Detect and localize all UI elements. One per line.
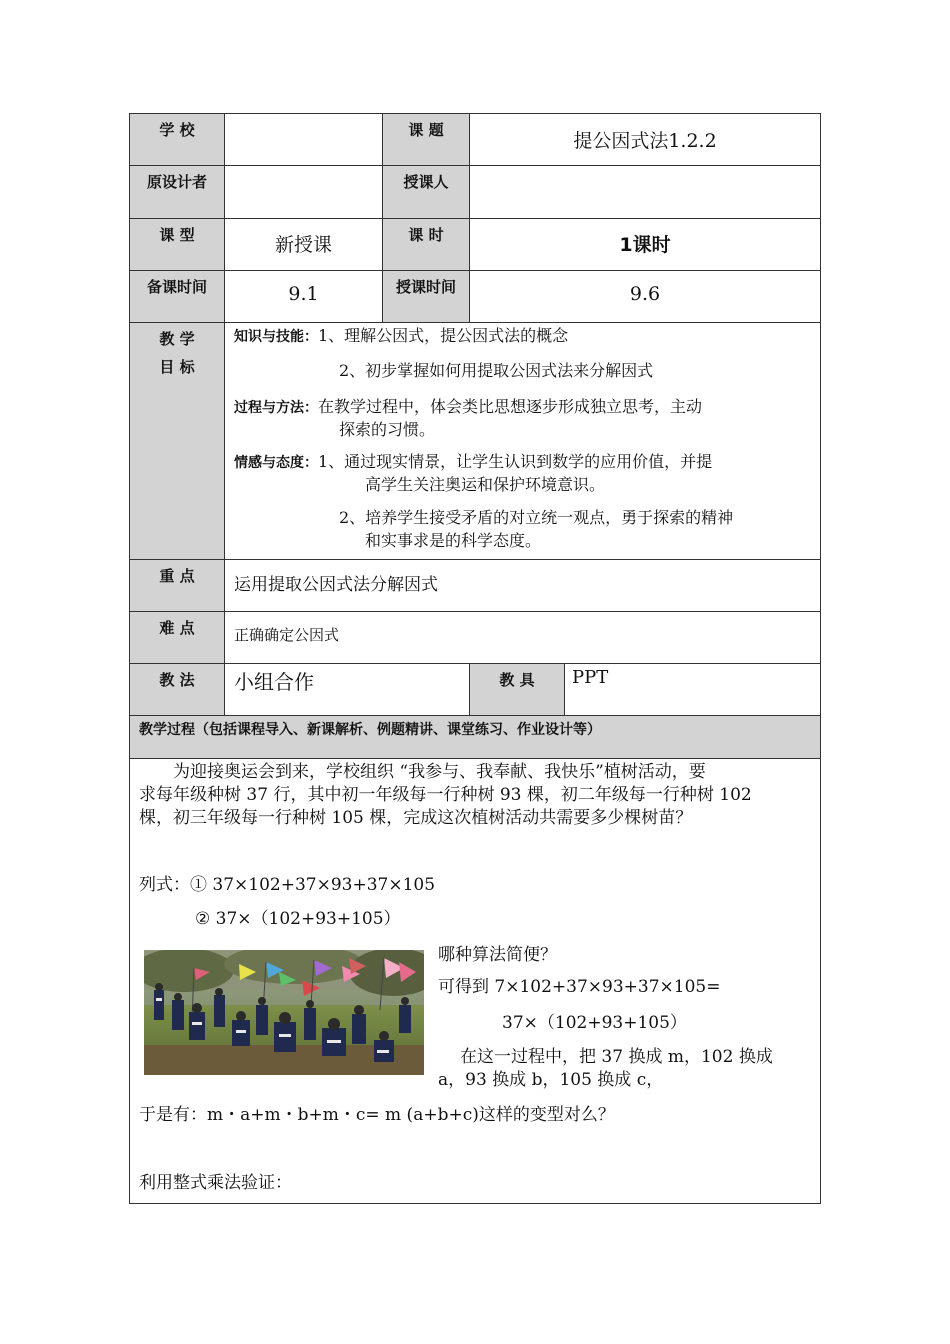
tools-label: 教 具 (470, 664, 565, 716)
school-value (225, 113, 383, 166)
tools-value: PPT (565, 664, 821, 716)
class-time-value: 9.6 (470, 271, 821, 323)
process-text-1: 在教学过程中，体会类比思想逐步形成独立思考，主动 (318, 397, 703, 416)
class-time-label: 授课时间 (383, 271, 470, 323)
result-line-1: 可得到 7×102+37×93+37×105= (438, 977, 721, 997)
replace-line-2: a，93 换成 b，105 换成 c， (438, 1070, 664, 1090)
process-header: 教学过程（包括课程导入、新课解析、例题精讲、课堂练习、作业设计等） (129, 716, 821, 759)
type-value: 新授课 (225, 219, 383, 271)
intro-line-2: 求每年级种树 37 行，其中初一年级每一行种树 93 棵，初二年级每一行种树 102 (139, 785, 752, 805)
emotion-line-1b: 高学生关注奥运和保护环境意识。 (365, 475, 606, 494)
topic-label: 课 题 (383, 113, 470, 166)
knowledge-label: 知识与技能： (234, 329, 318, 345)
process-line-1 (234, 395, 702, 420)
method-label: 教 法 (129, 664, 225, 716)
replace-line-1: 在这一过程中，把 37 换成 m，102 换成 (460, 1047, 773, 1067)
prep-time-label: 备课时间 (129, 271, 225, 323)
designer-label: 原设计者 (129, 166, 225, 219)
emotion-line-2a: 2、培养学生接受矛盾的对立统一观点，勇于探索的精神 (339, 508, 734, 527)
emotion-line-2b: 和实事求是的科学态度。 (365, 531, 542, 550)
objectives-label-line2: 目 标 (159, 358, 195, 376)
objectives-label (129, 323, 225, 560)
key-point-label: 重 点 (129, 560, 225, 612)
difficulty-value: 正确确定公因式 (225, 612, 821, 664)
so-line: 于是有：m・a+m・b+m・c= m (a+b+c)这样的变型对么？ (139, 1105, 615, 1125)
result-line-2: 37×（102+93+105） (502, 1013, 687, 1033)
school-label: 学 校 (129, 113, 225, 166)
knowledge-line-1 (234, 324, 568, 349)
type-label: 课 型 (129, 219, 225, 271)
process-label: 过程与方法： (234, 400, 318, 416)
teacher-label: 授课人 (383, 166, 470, 219)
designer-value (225, 166, 383, 219)
emotion-line-1 (234, 450, 712, 475)
teacher-value (470, 166, 821, 219)
topic-value: 提公因式法1.2.2 (470, 113, 821, 166)
hours-label: 课 时 (383, 219, 470, 271)
emotion-label: 情感与态度： (234, 455, 318, 471)
tree-planting-photo (144, 950, 424, 1075)
key-point-value: 运用提取公因式法分解因式 (225, 560, 821, 612)
objectives-label-line1: 教 学 (159, 330, 195, 348)
process-line-2: 探索的习惯。 (339, 420, 436, 439)
question-line: 哪种算法简便？ (438, 945, 557, 965)
verify-line: 利用整式乘法验证： (139, 1173, 292, 1193)
prep-time-value: 9.1 (225, 271, 383, 323)
formula-2: ② 37×（102+93+105） (195, 909, 401, 929)
hours-value: 1课时 (470, 219, 821, 271)
intro-line-3: 棵，初三年级每一行种树 105 棵，完成这次植树活动共需要多少棵树苗？ (139, 808, 693, 828)
formula-1: 列式：① 37×102+37×93+37×105 (139, 875, 436, 895)
difficulty-label: 难 点 (129, 612, 225, 664)
knowledge-item-1: 1、理解公因式，提公因式法的概念 (318, 326, 569, 345)
method-value: 小组合作 (225, 664, 470, 716)
intro-line-1: 为迎接奥运会到来，学校组织 “我参与、我奉献、我快乐”植树活动，要 (173, 762, 706, 782)
knowledge-line-2: 2、初步掌握如何用提取公因式法来分解因式 (339, 361, 654, 380)
emotion-text-1a: 1、通过现实情景，让学生认识到数学的应用价值，并提 (318, 452, 713, 471)
